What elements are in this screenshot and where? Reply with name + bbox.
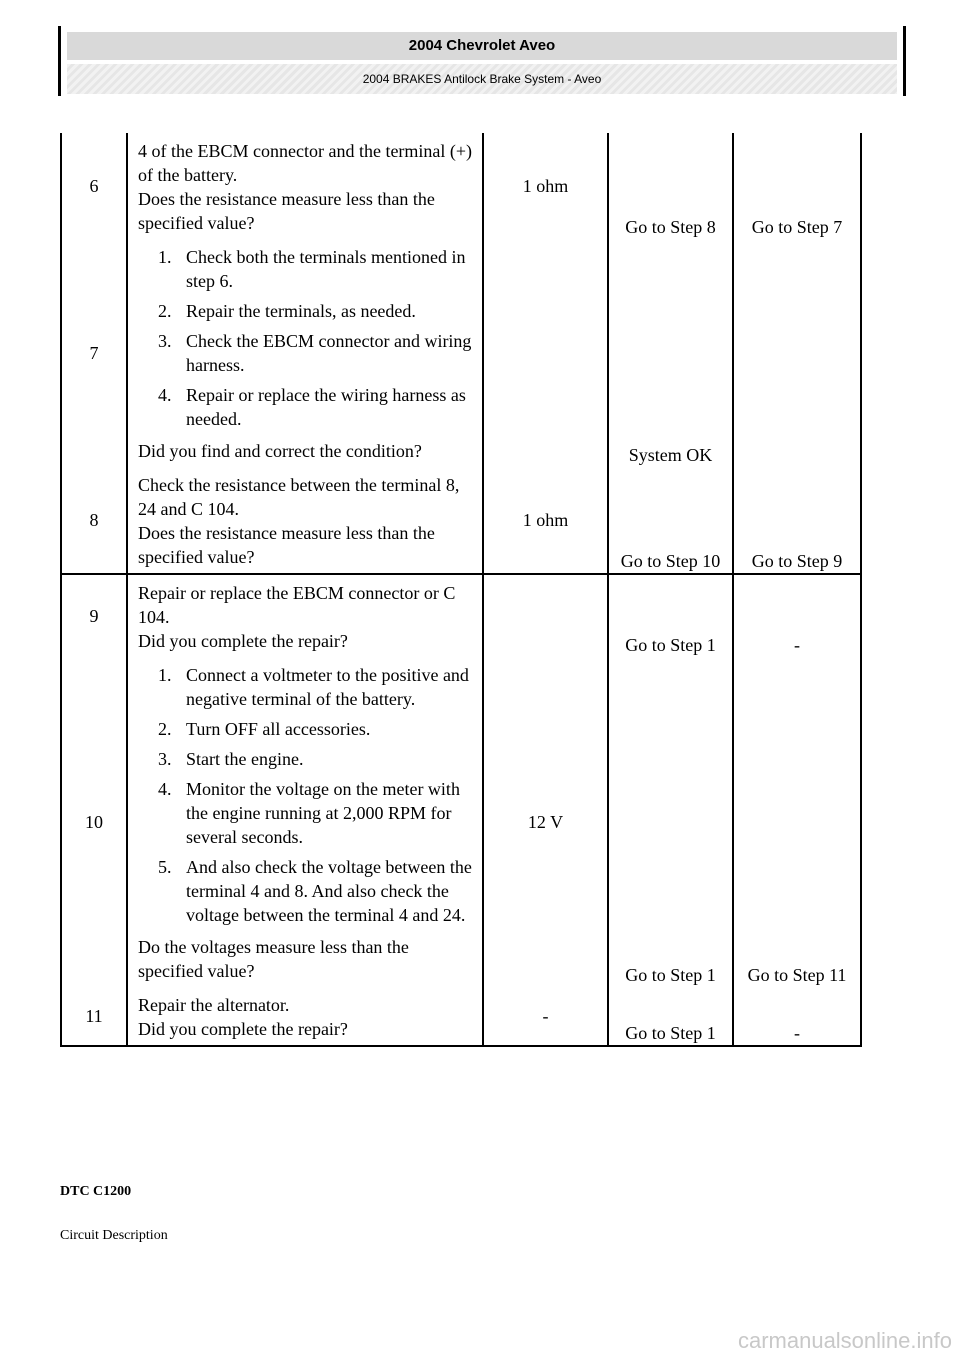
action-intro: 4 of the EBCM connector and the terminal (+) of the battery. xyxy=(138,141,473,185)
no-result xyxy=(733,239,861,467)
list-item-text: Start the engine. xyxy=(186,749,304,769)
no-result: - xyxy=(733,574,861,657)
table-row xyxy=(61,987,861,1046)
specified-value xyxy=(483,574,608,657)
action-intro: Repair or replace the EBCM connector or C 104. xyxy=(138,583,456,627)
action-text xyxy=(128,575,482,657)
list-item-text: Repair or replace the wiring harness as needed. xyxy=(186,385,466,429)
yes-result: Go to Step 10 xyxy=(608,467,733,574)
list-item-number: 2. xyxy=(158,719,172,739)
list-item xyxy=(158,717,474,741)
step-number: 9 xyxy=(61,574,127,657)
table-row xyxy=(61,467,861,574)
list-item-number: 3. xyxy=(158,749,172,769)
table-row xyxy=(61,133,861,239)
list-item-number: 1. xyxy=(158,665,172,685)
list-item xyxy=(158,245,474,293)
specified-value: 1 ohm xyxy=(483,467,608,574)
list-item-number: 3. xyxy=(158,331,172,351)
yes-result: Go to Step 1 xyxy=(608,574,733,657)
specified-value: 12 V xyxy=(483,657,608,987)
list-item-number: 4. xyxy=(158,779,172,799)
list-item-text: Monitor the voltage on the meter with the engine running at 2,000 RPM for several seconds. xyxy=(186,779,460,847)
watermark-text: carmanualsonline.info xyxy=(737,1328,952,1353)
list-item-text: Check the EBCM connector and wiring harness. xyxy=(186,331,472,375)
table-row xyxy=(61,657,861,987)
list-item-text: Turn OFF all accessories. xyxy=(186,719,371,739)
step-action xyxy=(127,467,483,574)
vehicle-title: 2004 Chevrolet Aveo xyxy=(67,32,897,60)
action-intro: Check the resistance between the terminal 8, 24 and C 104. xyxy=(138,475,460,519)
step-number: 8 xyxy=(61,467,127,574)
action-question: Does the resistance measure less than the specified value? xyxy=(138,523,435,567)
action-steps-list xyxy=(138,245,474,431)
list-item-number: 5. xyxy=(158,857,172,877)
action-question: Did you find and correct the condition? xyxy=(138,441,422,461)
action-text xyxy=(128,987,482,1045)
list-item-number: 2. xyxy=(158,301,172,321)
list-item-number: 4. xyxy=(158,385,172,405)
no-result: Go to Step 7 xyxy=(733,133,861,239)
action-question: Did you complete the repair? xyxy=(138,1019,348,1039)
yes-result: Go to Step 8 xyxy=(608,133,733,239)
step-action xyxy=(127,574,483,657)
list-item-text: Repair the terminals, as needed. xyxy=(186,301,416,321)
document-header xyxy=(58,26,906,96)
section-subtitle: 2004 BRAKES Antilock Brake System - Aveo xyxy=(67,64,897,94)
step-number: 7 xyxy=(61,239,127,467)
specified-value: - xyxy=(483,987,608,1046)
no-result: Go to Step 9 xyxy=(733,467,861,574)
list-item xyxy=(158,383,474,431)
specified-value xyxy=(483,239,608,467)
step-number: 11 xyxy=(61,987,127,1046)
action-text xyxy=(128,239,482,467)
list-item xyxy=(158,299,474,323)
list-item-text: Check both the terminals mentioned in step 6. xyxy=(186,247,466,291)
no-result: Go to Step 11 xyxy=(733,657,861,987)
circuit-description-heading: Circuit Description xyxy=(60,1228,168,1243)
table-row xyxy=(61,239,861,467)
specified-value: 1 ohm xyxy=(483,133,608,239)
list-item xyxy=(158,855,474,927)
table-row xyxy=(61,574,861,657)
list-item xyxy=(158,329,474,377)
action-question: Does the resistance measure less than the specified value? xyxy=(138,189,435,233)
action-text xyxy=(128,133,482,239)
yes-result: Go to Step 1 xyxy=(608,987,733,1046)
action-intro: Repair the alternator. xyxy=(138,995,290,1015)
yes-result: System OK xyxy=(608,239,733,467)
step-action xyxy=(127,133,483,239)
list-item-text: Connect a voltmeter to the positive and negative terminal of the battery. xyxy=(186,665,469,709)
step-number: 10 xyxy=(61,657,127,987)
yes-result: Go to Step 1 xyxy=(608,657,733,987)
action-text xyxy=(128,657,482,987)
step-number: 6 xyxy=(61,133,127,239)
list-item-text: And also check the voltage between the terminal 4 and 8. And also check the voltage between the terminal 4 and 24. xyxy=(186,857,472,925)
step-action xyxy=(127,657,483,987)
no-result: - xyxy=(733,987,861,1046)
list-item xyxy=(158,747,474,771)
list-item xyxy=(158,663,474,711)
action-question: Do the voltages measure less than the specified value? xyxy=(138,937,409,981)
step-action xyxy=(127,987,483,1046)
diagnostic-table xyxy=(60,133,862,1047)
step-action xyxy=(127,239,483,467)
list-item xyxy=(158,777,474,849)
action-text xyxy=(128,467,482,573)
dtc-heading: DTC C1200 xyxy=(60,1184,132,1199)
action-question: Did you complete the repair? xyxy=(138,631,348,651)
action-steps-list xyxy=(138,663,474,927)
list-item-number: 1. xyxy=(158,247,172,267)
